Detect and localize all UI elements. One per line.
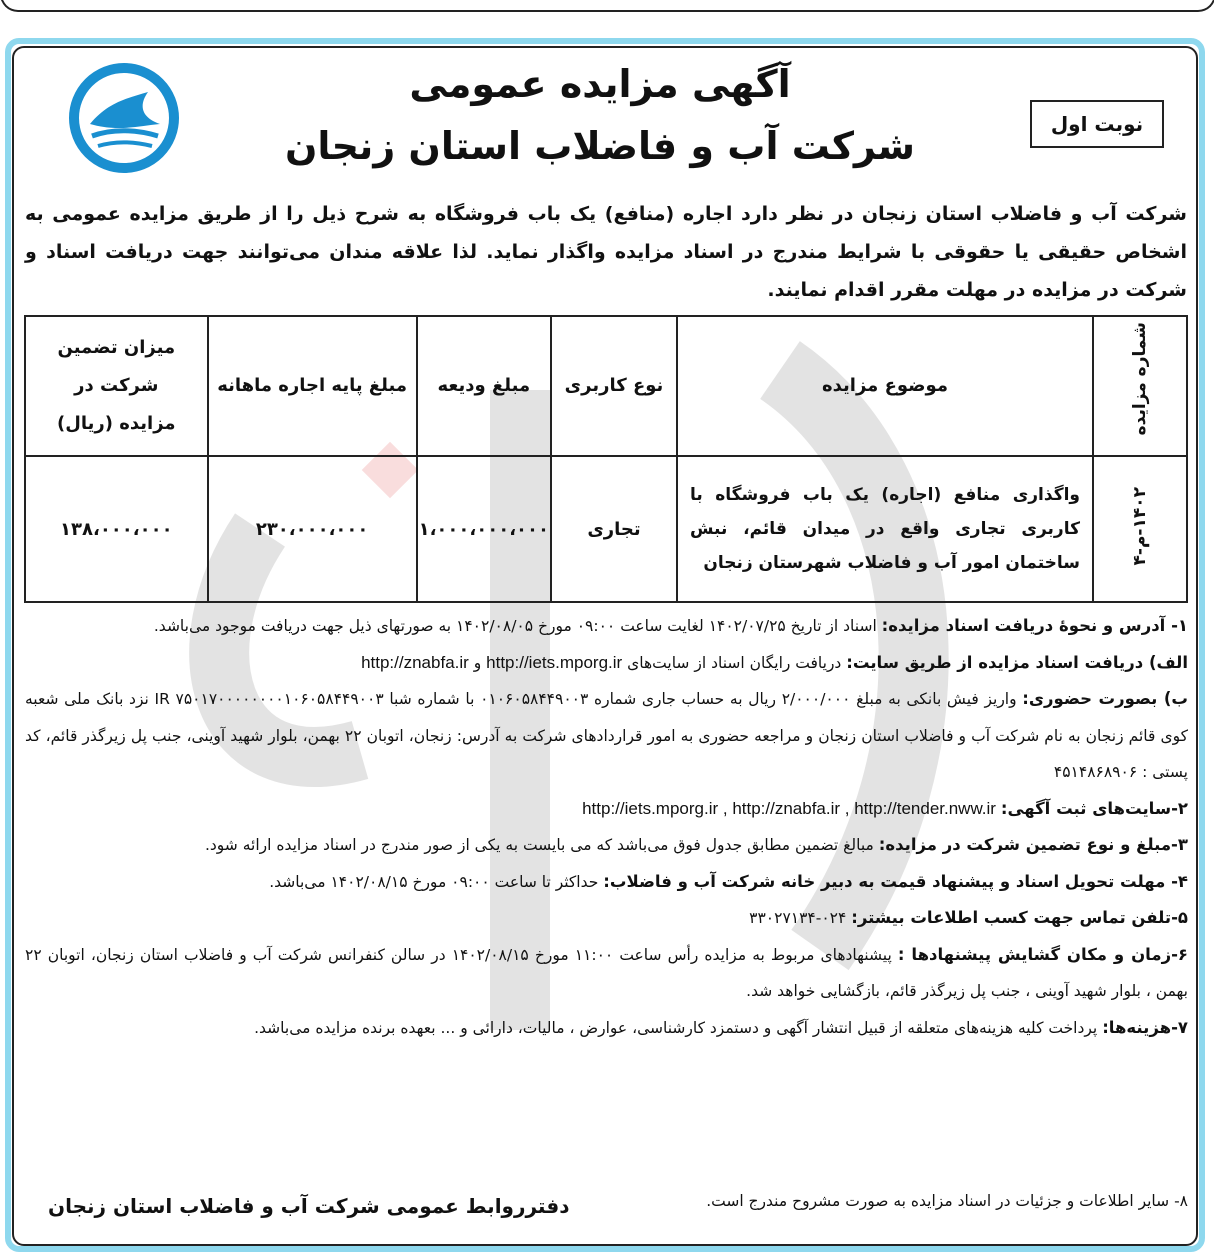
conditions [25, 608, 1188, 1046]
intro-paragraph: شرکت آب و فاضلاب استان زنجان در نظر دارد اجاره (منافع) یک باب فروشگاه به شرح ذیل را از طریق مزایده عمومی به اشخاص حقیقی یا حقوقی با شرایط مندرج در اسناد مزایده واگذار نماید. لذا علاقه مندان می‌توانند جهت دریافت اسناد و شرکت در مزایده در مهلت مقرر اقدام نمایند. [25, 203, 1187, 301]
signature: دفترروابط عمومی شرکت آب و فاضلاب استان زنجان [48, 1194, 570, 1218]
top-frame [0, 0, 1214, 12]
item-8: ۸- سایر اطلاعات و جزئیات در اسناد مزایده به صورت مشروح مندرج است. [706, 1192, 1188, 1210]
notice-title: آگهی مزایده عمومی [409, 62, 791, 106]
cell-deposit: ۱،۰۰۰،۰۰۰،۰۰۰ [417, 456, 551, 602]
cell-subject: واگذاری منافع (اجاره) یک باب فروشگاه با کاربری تجاری واقع در میدان قائم، نبش ساختمان امور آب و فاضلاب شهرستان زنجان [677, 456, 1093, 602]
link-iets[interactable]: http://iets.mporg.ir [486, 652, 623, 672]
item-3: ۳-مبلغ و نوع تضمین شرکت در مزایده: مبالغ تضمین مطابق جدول فوق می‌باشد که می بایست به یکی از صور مندرج در اسناد مزایده ارائه شود. [204, 835, 1188, 854]
item-a: الف) دریافت اسناد مزایده از طریق سایت: دریافت رایگان اسناد از سایت‌های http://iets.mporg.ir و http://znabfa.ir [361, 652, 1188, 672]
cell-guarantee: ۱۳۸،۰۰۰،۰۰۰ [25, 456, 208, 602]
cell-auction-number: ۱۴۰۲-م-۴ [1093, 456, 1187, 602]
header-subject: موضوع مزایده [677, 316, 1093, 456]
auction-table [24, 315, 1188, 603]
header-usage: نوع کاربری [551, 316, 677, 456]
turn-badge: نوبت اول [1030, 100, 1164, 148]
item-2: ۲-سایت‌های ثبت آگهی: http://iets.mporg.ir , http://znabfa.ir , http://tender.nww.ir [582, 798, 1188, 818]
cell-monthly-rent: ۲۳۰،۰۰۰،۰۰۰ [208, 456, 417, 602]
company-name: شرکت آب و فاضلاب استان زنجان [284, 124, 916, 168]
table-header-row [25, 316, 1187, 456]
header-guarantee: میزان تضمین شرکت در مزایده (ریال) [25, 316, 208, 456]
header-deposit: مبلغ ودیعه [417, 316, 551, 456]
item-1: ۱- آدرس و نحوهٔ دریافت اسناد مزایده: اسناد از تاریخ ۱۴۰۲/۰۷/۲۵ لغایت ساعت ۰۹:۰۰ مورخ ۱۴۰۲/۰۸/۰۵ به صورتهای ذیل جهت دریافت موجود می‌باشد. [153, 616, 1188, 635]
table-row [25, 456, 1187, 602]
cell-usage: تجاری [551, 456, 677, 602]
item-7: ۷-هزینه‌ها: پرداخت کلیه هزینه‌های متعلقه از قبیل انتشار آگهی و دستمزد کارشناسی، عوارض ، مالیات، دارائی و ... بعهده برنده مزایده می‌باشد. [254, 1017, 1188, 1037]
item-6: ۶-زمان و مکان گشایش پیشنهادها : پیشنهادهای مربوط به مزایده رأس ساعت ۱۱:۰۰ مورخ ۱۴۰۲/۰۸/۱۵ در سالن کنفرانس شرکت آب و فاضلاب استان زنجان، اتوبان ۲۲ بهمن ، بلوار شهید آوینی ، جنب پل زیرگذر قائم، بازگشایی خواهد شد. [25, 944, 1188, 1000]
item-4: ۴- مهلت تحویل اسناد و پیشنهاد قیمت به دبیر خانه شرکت آب و فاضلاب: حداکثر تا ساعت ۰۹:۰۰ مورخ ۱۴۰۲/۰۸/۱۵ می‌باشد. [269, 871, 1188, 891]
ad-sites-links[interactable]: http://iets.mporg.ir , http://znabfa.ir , http://tender.nww.ir [582, 798, 996, 818]
header-monthly-rent: مبلغ پایه اجاره ماهانه [208, 316, 417, 456]
item-b: ب) بصورت حضوری: واریز فیش بانکی به مبلغ ۲/۰۰۰/۰۰۰ ریال به حساب جاری شماره ۰۱۰۶۰۵۸۴۴۹۰۰۳ با شماره شبا IR ۷۵۰۱۷۰۰۰۰۰۰۰۰۱۰۶۰۵۸۴۴۹۰۰۳ نزد بانک ملی شعبه کوی قائم زنجان به نام شرکت آب و فاضلاب استان زنجان و مراجعه حضوری به امور قراردادهای شرکت به آدرس: زنجان، اتوبان ۲۲ بهمن، بلوار شهید آوینی، جنب پل زیرگذر قائم، کد پستی : ۴۵۱۴۸۶۸۹۰۶ [25, 689, 1189, 781]
link-znabfa[interactable]: http://znabfa.ir [361, 652, 469, 672]
item-5: ۵-تلفن تماس جهت کسب اطلاعات بیشتر: ۰۲۴-۳۳۰۲۷۱۳۴ [749, 908, 1188, 927]
header-auction-number: شماره مزایده [1093, 316, 1187, 456]
company-logo [68, 62, 180, 174]
